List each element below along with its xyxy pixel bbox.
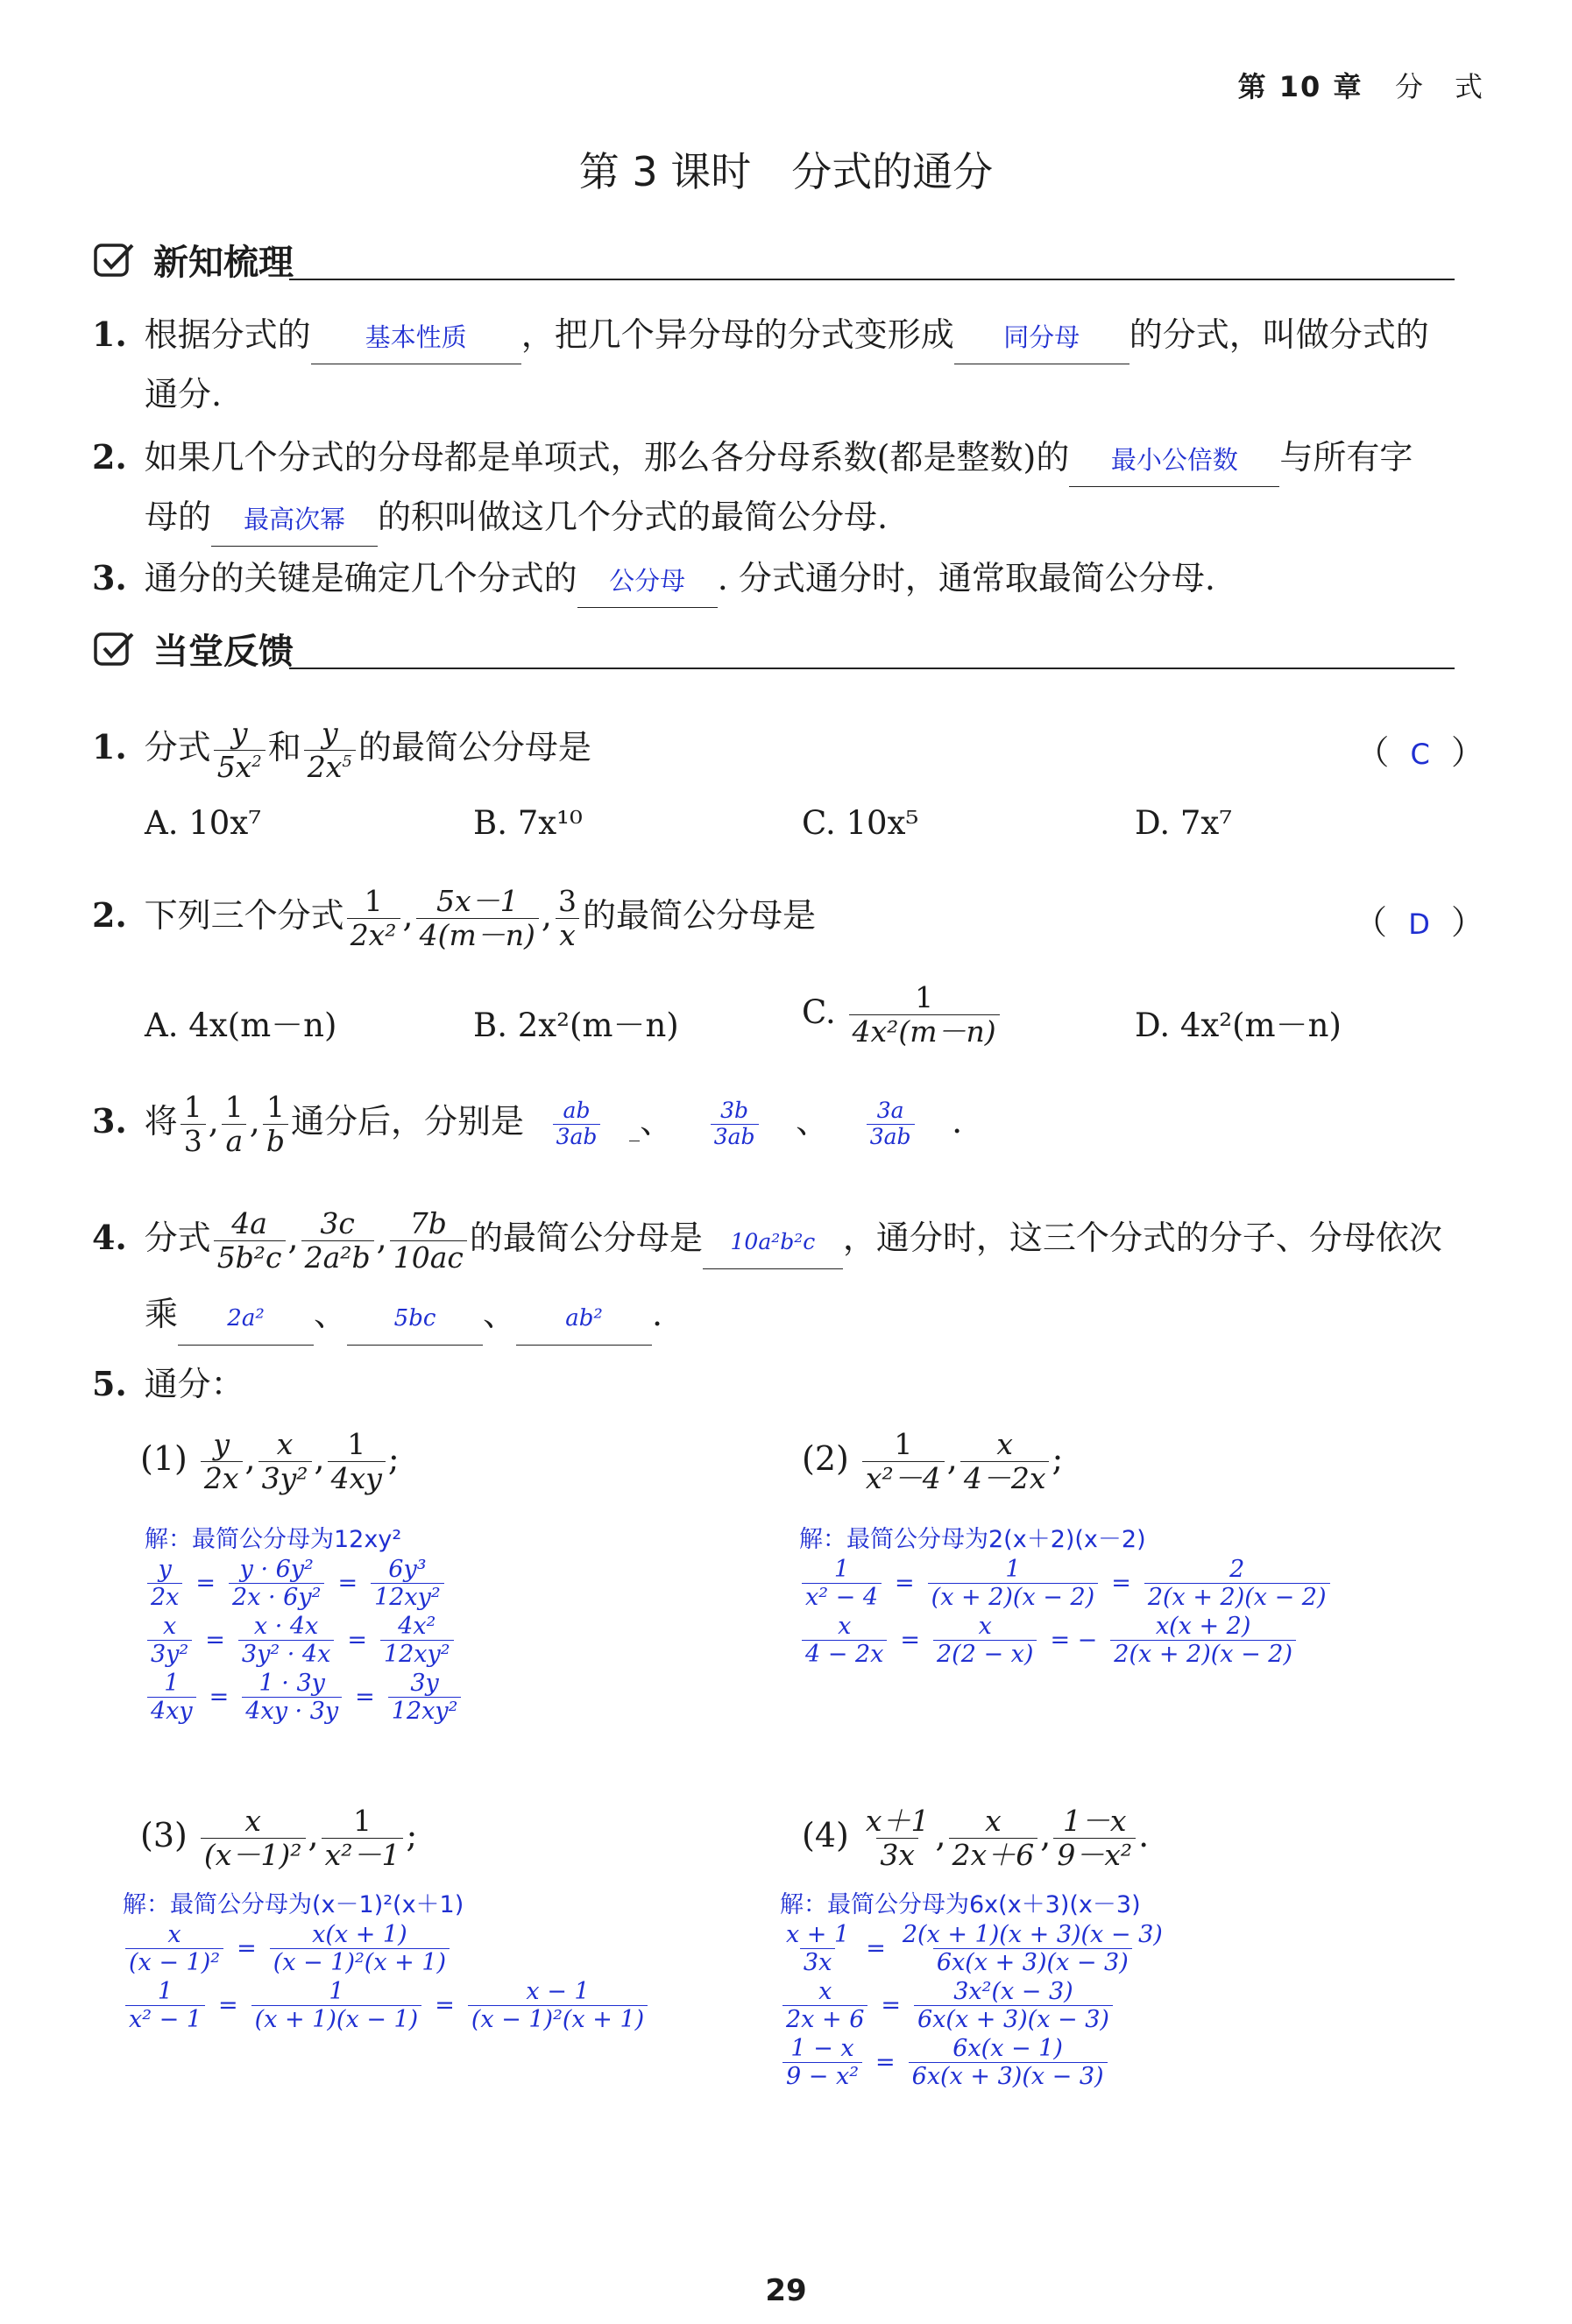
answer-blank: 2a² xyxy=(227,1305,265,1332)
option-d: D. 4x²(m－n) xyxy=(1135,1007,1342,1044)
s2-question-4: 4. 分式 $\frac{4a}{\text{5b²c}}$ , $\frac{3c}{\text{2a²b}}$ , $\frac{7b}{10ac}$ 的最简公分母是 10a²b²c ，通分时，这三个分式的分子、分母依次 xyxy=(92,1206,1442,1275)
s2-question-1: 1. 分式 $\frac{y}{5x^2}$ 和 $\frac{y}{2x^5}$ 的最简公分母是 xyxy=(92,716,591,784)
q5-part-1-solution: 解：最简公分母为12xy² y 2x = y · 6y² 2x · 6y² = 6y³ 12xy² x 3y² = x · 4x 3y² · 4x = 4x² 12xy² 1 4xy = 1 · 3y 4xy · 3y = 3y 12xy² xyxy=(145,1520,464,1727)
checkbox-icon xyxy=(92,629,141,669)
s1-question-2-cont: 母的 最高次幂 的积叫做这几个分式的最简公分母. xyxy=(145,491,888,547)
s1-question-3: 3. 通分的关键是确定几个分式的 公分母 . 分式通分时，通常取最简公分母. xyxy=(92,552,1215,608)
chapter-topic: 分 式 xyxy=(1394,70,1484,103)
section-rule xyxy=(289,279,1455,280)
chapter-number: 第 10 章 xyxy=(1237,70,1363,103)
option-a: A. 4x(m－n) xyxy=(145,1007,337,1044)
option-c: C. $\frac{1}{\text{4x²(m－n)}}$ xyxy=(802,981,1002,1049)
answer-bracket: （ C ） xyxy=(1356,733,1484,772)
option-a: A. 10x⁷ xyxy=(145,804,262,842)
option-b: B. 2x²(m－n) xyxy=(473,1007,679,1044)
s1-question-2: 2. 如果几个分式的分母都是单项式，那么各分母系数(都是整数)的 最小公倍数 与所有字 xyxy=(92,431,1413,487)
answer-blank: 公分母 xyxy=(609,566,686,596)
s2-question-2: 2. 下列三个分式 $\frac{1}{\text{2x²}}$ , $\frac{5x-1}{4(m-n)}$ , $\frac{3}{x}$ 的最简公分母是 xyxy=(92,884,817,952)
s1-question-1: 1. 根据分式的 基本性质 ，把几个异分母的分式变形成 同分母 的分式，叫做分式的 xyxy=(92,308,1429,364)
q5-part-2-problem: (2) $\frac{1}{\text{x²－4}}$ , $\frac{x}{4-2x}$ ; xyxy=(802,1427,1064,1495)
section-rule xyxy=(289,668,1455,669)
s2-question-4-cont: 乘 2a² 、 5bc 、 ab² . xyxy=(145,1288,662,1346)
answer-blank: ab² xyxy=(565,1305,603,1332)
answer-blank: 最高次幂 xyxy=(244,505,346,534)
option-d: D. 7x⁷ xyxy=(1135,804,1233,842)
answer-blank: 5bc xyxy=(393,1305,436,1332)
section-heading-new-knowledge xyxy=(92,235,294,285)
s1-question-1-cont: 通分. xyxy=(145,375,223,413)
page-title: 第 3 课时 分式的通分 xyxy=(578,148,994,195)
s2-question-5: 5. 通分： xyxy=(92,1364,244,1403)
section-title: 新知梳理 xyxy=(153,243,294,283)
page-number: 29 xyxy=(765,2273,807,2308)
q5-part-3-problem: (3) $\frac{x}{\text{(x－1)²}}$ , $\frac{1}{\text{x²－1}}$ ; xyxy=(140,1804,418,1872)
section-title: 当堂反馈 xyxy=(153,632,294,672)
checkbox-icon xyxy=(92,240,141,280)
answer-blank: 10a²b²c xyxy=(730,1228,816,1254)
s2-question-3: 3. 将 $\frac{1}{3}$ , $\frac{1}{a}$ , $\frac{1}{b}$ 通分后，分别是 $\frac{ab}{3ab}$ 、 $\frac{3b}{3ab}$ 、 $\frac{3a}{3ab}$ . xyxy=(92,1090,963,1158)
q5-part-4-problem: (4) $\frac{x+1}{3x}$ , $\frac{x}{2x+6}$ , $\frac{1-x}{\text{9－x²}}$ . xyxy=(802,1804,1150,1872)
option-b: B. 7x¹⁰ xyxy=(473,804,583,842)
option-c: C. 10x⁵ xyxy=(802,804,919,842)
section-heading-feedback xyxy=(92,624,294,674)
q5-part-2-solution: 解：最简公分母为2(x＋2)(x－2) 1 x² − 4 = 1 (x + 2)(x − 2) = 2 2(x + 2)(x − 2) x 4 − 2x = x 2(2 − x) = − x(x + 2) 2(x + 2)(x − 2) xyxy=(799,1520,1333,1670)
answer-blank: 最小公倍数 xyxy=(1110,445,1238,475)
q5-part-3-solution: 解：最简公分母为(x－1)²(x＋1) x (x − 1)² = x(x + 1) (x − 1)²(x + 1) 1 x² − 1 = 1 (x + 1)(x − 1) = x − 1 (x − 1)²(x + 1) xyxy=(123,1885,650,2035)
chapter-header xyxy=(1238,65,1484,105)
answer-blank: 同分母 xyxy=(1003,322,1080,352)
answer-bracket: （ D ） xyxy=(1354,903,1484,942)
q5-part-4-solution: 解：最简公分母为6x(x＋3)(x－3) x + 1 3x = 2(x + 1)(x + 3)(x − 3) 6x(x + 3)(x − 3) x 2x + 6 = 3x²(x − 3) 6x(x + 3)(x − 3) 1 − x 9 − x² = 6x(x − 1) 6x(x + 3)(x − 3) xyxy=(780,1891,1163,2091)
q5-part-1-problem: (1) $\frac{y}{2x}$ , $\frac{x}{\text{3y²}}$ , $\frac{1}{4xy}$ ; xyxy=(140,1427,400,1495)
answer-blank: 基本性质 xyxy=(365,322,467,352)
